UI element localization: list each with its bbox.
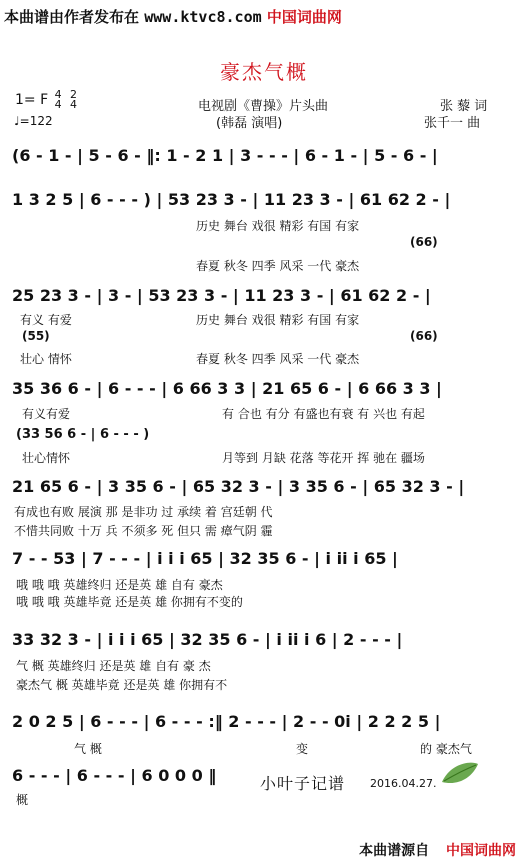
lyric-line-9a: 概 [16, 793, 29, 807]
lyricist: 张 藜 词 [440, 99, 488, 114]
page-title: 豪杰气概 [220, 60, 308, 84]
lyric-line-5a: 有成也有败 展演 那 是非功 过 承续 着 宫廷朝 代 [14, 505, 273, 519]
lyric-line-6b: 哦 哦 哦 英雄毕竟 还是英 雄 你拥有不变的 [16, 595, 243, 609]
lyric-line-8b: 变 [296, 742, 309, 756]
header-left: 本曲谱由作者发布在 [4, 8, 140, 26]
lyric-line-3f: 春夏 秋冬 四季 风采 一代 豪杰 [196, 352, 360, 366]
lyric-line-3b: 历史 舞台 戏很 精彩 有国 有家 [196, 313, 360, 327]
notation-line-8: 2 0 2 5 | 6 - - - | 6 - - - :‖ 2 - - - | 2 - - 0i | 2 2 2 5 | [12, 712, 441, 731]
subtitle: 电视剧《曹操》片头曲 [198, 99, 329, 114]
lyric-line-3c: (55) [22, 329, 50, 343]
notation-line-7: 33 32 3 - | i i i 65 | 32 35 6 - | i ii i 6 | 2 - - - | [12, 630, 403, 649]
lyric-line-7b: 豪杰气 概 英雄毕竟 还是英 雄 你拥有不 [16, 678, 228, 692]
transcriber-signature: 小叶子记谱 [260, 774, 346, 793]
tempo-marking: ♩=122 [14, 114, 53, 128]
lyric-line-4b: 有 合也 有分 有盛也有衰 有 兴也 有起 [222, 407, 425, 421]
notation-line-2: 1 3 2 5 | 6 - - - ) | 53 23 3 - | 11 23 3 - | 61 62 2 - | [12, 190, 451, 209]
lyric-line-4c: (33 56 6 - | 6 - - - ) [16, 427, 150, 442]
time2-top: 2 [70, 88, 78, 101]
lyric-line-3e: 壮心 情怀 [20, 352, 72, 366]
notation-line-1: (6 - 1 - | 5 - 6 - ‖: 1 - 2 1 | 3 - - - | 6 - 1 - | 5 - 6 - | [12, 146, 438, 165]
time2-bottom: 4 [70, 98, 78, 111]
lyric-line-7a: 气 概 英雄终归 还是英 雄 自有 豪 杰 [16, 659, 211, 673]
lyric-line-3d: (66) [410, 329, 438, 343]
key-text: 1= F [15, 92, 49, 108]
lyric-line-2a: 历史 舞台 戏很 精彩 有国 有家 [196, 219, 360, 233]
header-site: www.ktvc8.com [144, 8, 262, 26]
performer: (韩磊 演唱) [216, 116, 283, 131]
lyric-line-6a: 哦 哦 哦 英雄终归 还是英 雄 自有 豪杰 [16, 578, 223, 592]
footer-right: 中国词曲网 [446, 843, 516, 859]
lyric-line-2c: 春夏 秋冬 四季 风采 一代 豪杰 [196, 259, 360, 273]
lyric-line-4a: 有义有爱 [22, 407, 71, 421]
notation-line-4: 35 36 6 - | 6 - - - | 6 66 3 3 | 21 65 6 - | 6 66 3 3 | [12, 379, 442, 398]
leaf-icon [440, 760, 480, 786]
time-bottom: 4 [54, 98, 62, 111]
notation-line-9: 6 - - - | 6 - - - | 6 0 0 0 ‖ [12, 766, 217, 785]
transcription-date: 2016.04.27. [370, 777, 437, 790]
lyric-line-5b: 不惜共同败 十万 兵 不须多 死 但只 需 瘴气阴 霾 [14, 524, 273, 538]
site-header [4, 6, 342, 27]
time-top: 4 [54, 88, 62, 101]
composer: 张千一 曲 [424, 116, 481, 131]
key-signature [15, 90, 77, 110]
notation-line-6: 7 - - 53 | 7 - - - | i i i 65 | 32 35 6 - | i ii i 65 | [12, 549, 398, 568]
source-footer [359, 840, 516, 860]
header-right: 中国词曲网 [266, 8, 342, 26]
lyric-line-8c: 的 豪杰气 [420, 742, 472, 756]
lyric-line-4d: 壮心情怀 [22, 451, 71, 465]
lyric-line-4e: 月等到 月缺 花落 等花开 挥 驰在 疆场 [222, 451, 425, 465]
footer-left: 本曲谱源自 [359, 843, 430, 859]
lyric-line-2b: (66) [410, 235, 438, 249]
lyric-line-8a: 气 概 [74, 742, 102, 756]
lyric-line-3a: 有义 有爱 [20, 313, 72, 327]
notation-line-5: 21 65 6 - | 3 35 6 - | 65 32 3 - | 3 35 6 - | 65 32 3 - | [12, 477, 465, 496]
notation-line-3: 25 23 3 - | 3 - | 53 23 3 - | 11 23 3 - | 61 62 2 - | [12, 286, 431, 305]
